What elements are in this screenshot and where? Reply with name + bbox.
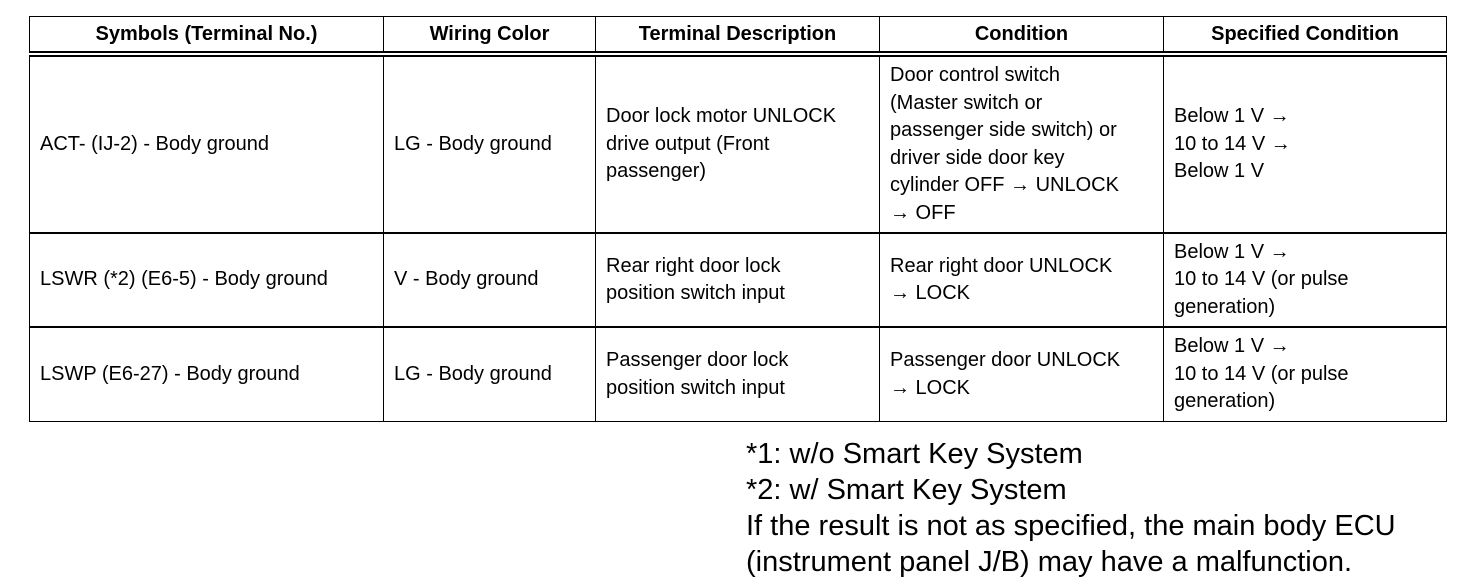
header-specified-condition: Specified Condition [1164, 17, 1447, 55]
cell-line: 10 to 14 V (or pulse [1174, 362, 1349, 385]
cell-line: generation) [1174, 295, 1276, 318]
footnote-2: *2: w/ Smart Key System [746, 474, 1067, 506]
cell-description [596, 54, 880, 233]
cell-condition [880, 327, 1164, 422]
cell-line: (Master switch or [890, 91, 1043, 114]
table-row [30, 327, 1447, 422]
cell-line: drive output (Front [606, 132, 770, 155]
cell-line: Rear right door UNLOCK [890, 254, 1113, 277]
cell-line: Below 1 V → [1174, 335, 1290, 358]
cell-line: → LOCK [890, 376, 971, 399]
cell-specified-condition [1164, 233, 1447, 327]
cell-line: passenger) [606, 160, 707, 183]
header-wiring-color: Wiring Color [384, 17, 596, 55]
cell-line: Passenger door lock [606, 349, 789, 371]
terminal-spec-table [29, 16, 1447, 422]
cell-line: → LOCK [890, 282, 971, 304]
cell-line: Below 1 V [1174, 160, 1265, 183]
cell-line: Below 1 V → [1174, 240, 1290, 263]
cell-description [596, 233, 880, 327]
cell-line: Door control switch [890, 64, 1061, 86]
cell-specified-condition [1164, 327, 1447, 422]
cell-line: Door lock motor UNLOCK [606, 105, 837, 128]
cell-line: generation) [1174, 390, 1276, 413]
table-row [30, 233, 1447, 327]
cell-line: cylinder OFF → UNLOCK [890, 174, 1119, 196]
cell-line: Below 1 V → [1174, 105, 1290, 128]
header-terminal-description: Terminal Description [596, 17, 880, 55]
cell-line: 10 to 14 V (or pulse [1174, 268, 1349, 291]
cell-line: driver side door key [890, 146, 1065, 169]
malfunction-note-line-2: (instrument panel J/B) may have a malfunction. [746, 546, 1353, 578]
cell-symbol: LSWR (*2) (E6-5) - Body ground [30, 233, 384, 327]
cell-line: → OFF [890, 201, 956, 224]
header-symbols: Symbols (Terminal No.) [30, 17, 384, 55]
cell-symbol: LSWP (E6-27) - Body ground [30, 327, 384, 422]
header-condition: Condition [880, 17, 1164, 55]
cell-description [596, 327, 880, 422]
cell-line: passenger side switch) or [890, 119, 1117, 141]
cell-wiring-color: LG - Body ground [384, 54, 596, 233]
cell-wiring-color: V - Body ground [384, 233, 596, 327]
cell-line: Passenger door UNLOCK [890, 349, 1121, 371]
malfunction-note-line-1: If the result is not as specified, the main body ECU [746, 510, 1396, 542]
cell-line: Rear right door lock [606, 254, 781, 277]
footnote-1: *1: w/o Smart Key System [746, 438, 1083, 470]
cell-line: position switch input [606, 282, 785, 304]
cell-line: 10 to 14 V → [1174, 132, 1291, 155]
cell-condition [880, 233, 1164, 327]
cell-condition [880, 54, 1164, 233]
cell-wiring-color: LG - Body ground [384, 327, 596, 422]
table-header-row [30, 17, 1447, 55]
cell-specified-condition [1164, 54, 1447, 233]
cell-symbol: ACT- (IJ-2) - Body ground [30, 54, 384, 233]
table-row [30, 54, 1447, 233]
footnotes [746, 436, 1396, 580]
cell-line: position switch input [606, 376, 785, 399]
